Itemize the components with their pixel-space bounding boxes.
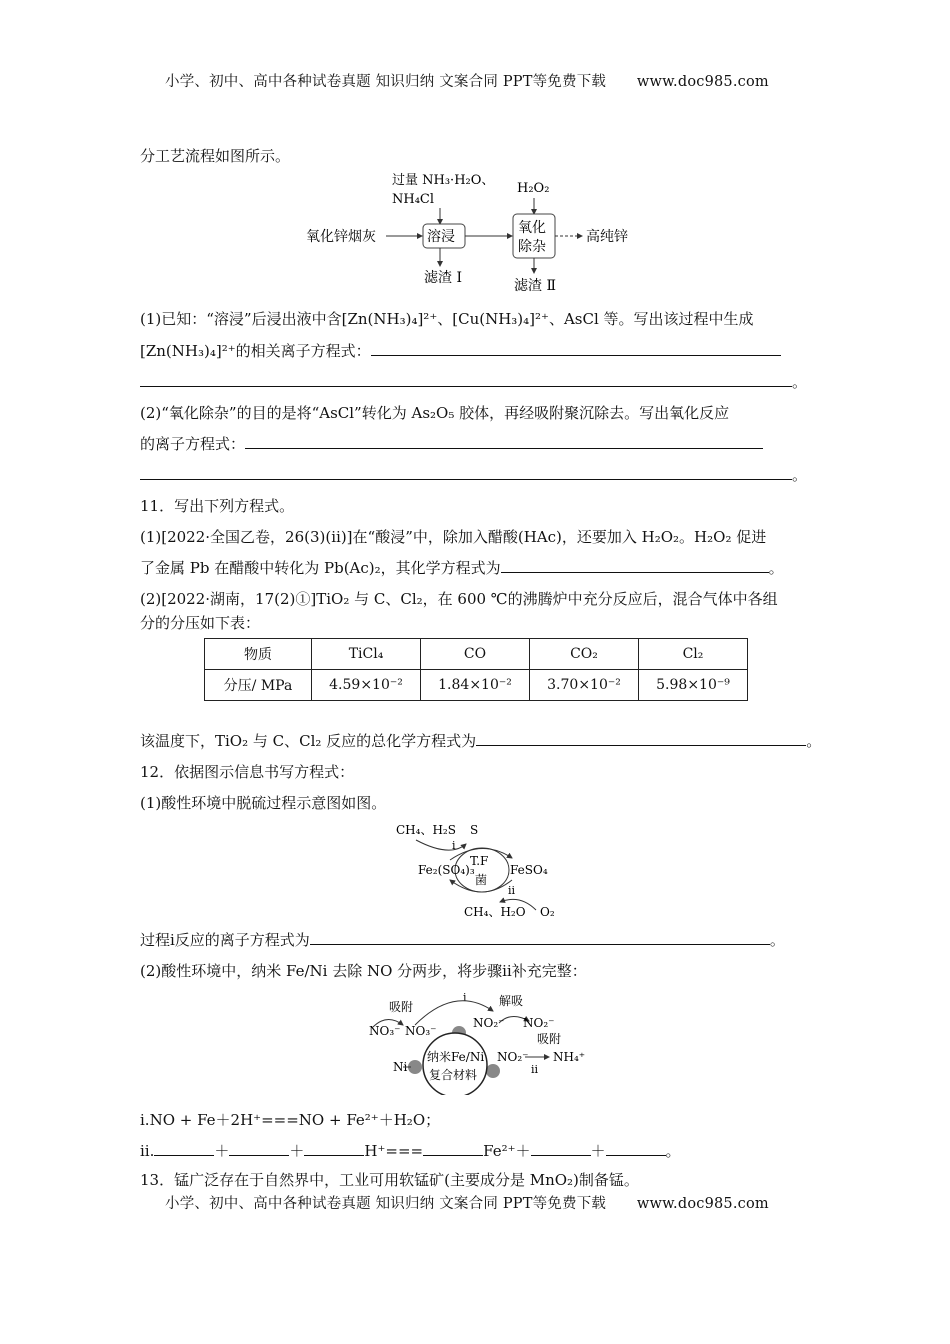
answer-blank[interactable] (140, 465, 792, 480)
desulfurization-cycle-diagram (390, 818, 580, 922)
q12-p1: (1)酸性环境中脱硫过程示意图如图。 (140, 794, 387, 812)
period: 。 (665, 1142, 681, 1160)
nano-center-circle (423, 1033, 487, 1095)
cycle-top-right: S (470, 823, 479, 837)
cycle-top-left: CH₄、H₂S (396, 823, 456, 837)
q12-p1-ans-row (140, 930, 785, 950)
answer-blank[interactable] (304, 1141, 364, 1156)
q13-title: 13．锰广泛存在于自然界中，工业可用软锰矿(主要成分是 MnO₂)制备锰。 (140, 1171, 639, 1189)
footer-link[interactable]: www.doc985.com (636, 1196, 769, 1212)
flow-reagent1-b: NH₄Cl (392, 192, 435, 207)
q11-p2-a: (2)[2022·湖南，17(2)①]TiO₂ 与 C、Cl₂，在 600 ℃的沸腾炉中充分反应后，混合气体中各组 (140, 590, 778, 608)
flow-step2-b: 除杂 (518, 239, 546, 255)
q10-p2-b-row (140, 434, 763, 454)
cycle-bottom-right: O₂ (540, 905, 555, 919)
q11-p1-b: 了金属 Pb 在醋酸中转化为 Pb(Ac)₂，其化学方程式为 (140, 559, 501, 577)
nano-nh4: NH₄⁺ (553, 1050, 586, 1064)
header-link[interactable]: www.doc985.com (636, 74, 769, 90)
table-header-cell: CO₂ (530, 639, 639, 670)
period: 。 (792, 373, 808, 391)
q11-p2-c: 该温度下，TiO₂ 与 C、Cl₂ 反应的总化学方程式为 (140, 732, 477, 750)
q12-eq-i: ⅰ.NO + Fe＋2H⁺===NO + Fe²⁺＋H₂O； (140, 1111, 441, 1129)
answer-blank[interactable] (229, 1141, 289, 1156)
nano-ni: Ni (393, 1060, 408, 1074)
cycle-right: FeSO₄ (510, 863, 548, 877)
process-flow-diagram (300, 168, 650, 298)
q10-p1-a: (1)已知：“溶浸”后浸出液中含[Zn(NH₃)₄]²⁺、[Cu(NH₃)₄]²⁺、AsCl 等。写出该过程中生成 (140, 310, 754, 328)
nano-no2-b: NO₂⁻ (523, 1016, 555, 1030)
nano-no2-c: NO₂⁻ (497, 1050, 529, 1064)
flow-residue1: 滤渣 Ⅰ (424, 270, 462, 286)
nano-step-i: ⅰ (463, 991, 467, 1004)
answer-blank[interactable] (531, 1141, 591, 1156)
answer-blank[interactable] (476, 731, 806, 746)
q10-p1-c-row (140, 372, 807, 392)
cycle-center-b: 菌 (475, 873, 488, 887)
table-cell: 分压/ MPa (205, 670, 312, 701)
table-header-cell: CO (421, 639, 530, 670)
q10-p2-b: 的离子方程式： (140, 435, 246, 453)
table-row (205, 670, 748, 701)
plus-sign: ＋ (214, 1142, 230, 1160)
plus-sign: ＋ (590, 1142, 606, 1160)
nano-desorb: 解吸 (499, 994, 524, 1008)
nano-adsorb2: 吸附 (537, 1032, 562, 1046)
period: 。 (792, 466, 808, 484)
table-header-row (205, 639, 748, 670)
flow-product: 高纯锌 (586, 229, 628, 245)
flow-step1: 溶浸 (427, 229, 455, 245)
page-footer (165, 1192, 769, 1213)
cycle-arrow (416, 840, 466, 850)
flow-reagent1-a: 过量 NH₃·H₂O、 (392, 173, 495, 188)
plus-sign: ＋ (289, 1142, 305, 1160)
partial-pressure-table (204, 638, 748, 701)
q12-p1-ans: 过程ⅰ反应的离子方程式为 (140, 931, 310, 949)
period: 。 (768, 559, 784, 577)
q11-p1-b-row (140, 558, 784, 578)
table-header-cell: TiCl₄ (312, 639, 421, 670)
q10-p2-a: (2)“氧化除杂”的目的是将“AsCl”转化为 As₂O₅ 胶体，再经吸附聚沉除去。写出氧化反应 (140, 404, 730, 422)
eq-ii-label: ⅱ. (140, 1142, 155, 1160)
flow-reagent2: H₂O₂ (517, 181, 550, 196)
answer-blank[interactable] (606, 1141, 666, 1156)
q10-p1-b: [Zn(NH₃)₄]²⁺的相关离子方程式： (140, 342, 371, 360)
table-header-cell: 物质 (205, 639, 312, 670)
q10-p2-c-row (140, 465, 807, 485)
answer-blank[interactable] (154, 1141, 214, 1156)
q11-title: 11．写出下列方程式。 (140, 497, 295, 515)
intro-text: 分工艺流程如图所示。 (140, 147, 291, 165)
table-header-cell: Cl₂ (639, 639, 748, 670)
table-cell: 4.59×10⁻² (312, 670, 421, 701)
period: 。 (806, 732, 822, 750)
nano-fe-ni-diagram (365, 985, 605, 1095)
cycle-center-a: T.F (470, 854, 489, 868)
cycle-step-ii: ⅱ (508, 884, 516, 897)
answer-blank[interactable] (310, 930, 770, 945)
nano-no3-left: NO₃⁻ (369, 1024, 401, 1038)
cycle-bottom-left: CH₄、H₂O (464, 905, 526, 919)
answer-blank[interactable] (245, 434, 763, 449)
nano-particle (486, 1064, 500, 1078)
q12-title: 12．依据图示信息书写方程式： (140, 763, 355, 781)
q11-p1-a: (1)[2022·全国乙卷，26(3)(ⅱ)]在“酸浸”中，除加入醋酸(HAc)，还要加入 H₂O₂。H₂O₂ 促进 (140, 528, 767, 546)
nano-no2-a: NO₂⁻ (473, 1016, 505, 1030)
cycle-left: Fe₂(SO₄)₃ (418, 863, 475, 877)
flow-raw: 氧化锌烟灰 (306, 229, 376, 245)
q12-eq-ii-row (140, 1141, 681, 1161)
table-cell: 1.84×10⁻² (421, 670, 530, 701)
answer-blank[interactable] (501, 558, 769, 573)
answer-blank[interactable] (140, 372, 792, 387)
nano-no3-right: NO₃⁻ (405, 1024, 437, 1038)
nano-center-b: 复合材料 (429, 1068, 478, 1082)
nano-center-a: 纳米Fe/Ni (427, 1050, 485, 1064)
q12-p2: (2)酸性环境中，纳米 Fe/Ni 去除 NO 分两步，将步骤ⅱ补充完整： (140, 962, 587, 980)
table-cell: 5.98×10⁻⁹ (639, 670, 748, 701)
page-header (165, 70, 769, 91)
flow-step2-a: 氧化 (518, 220, 546, 236)
q10-p1-b-row (140, 341, 781, 361)
nano-step-ii: ⅱ (531, 1063, 539, 1076)
q11-p2-c-row (140, 731, 821, 751)
cycle-step-i: ⅰ (452, 839, 456, 852)
table-cell: 3.70×10⁻² (530, 670, 639, 701)
footer-text: 小学、初中、高中各种试卷真题 知识归纳 文案合同 PPT等免费下载 (165, 1196, 607, 1212)
answer-blank[interactable] (423, 1141, 483, 1156)
period: 。 (769, 931, 785, 949)
nano-adsorb1: 吸附 (389, 1000, 414, 1014)
eq-ii-fe: Fe²⁺＋ (483, 1142, 531, 1160)
header-text: 小学、初中、高中各种试卷真题 知识归纳 文案合同 PPT等免费下载 (165, 74, 607, 90)
eq-ii-h: H⁺=== (364, 1142, 424, 1160)
flow-residue2: 滤渣 Ⅱ (514, 278, 556, 294)
answer-blank[interactable] (371, 341, 781, 356)
q11-p2-b: 分的分压如下表： (140, 614, 261, 632)
